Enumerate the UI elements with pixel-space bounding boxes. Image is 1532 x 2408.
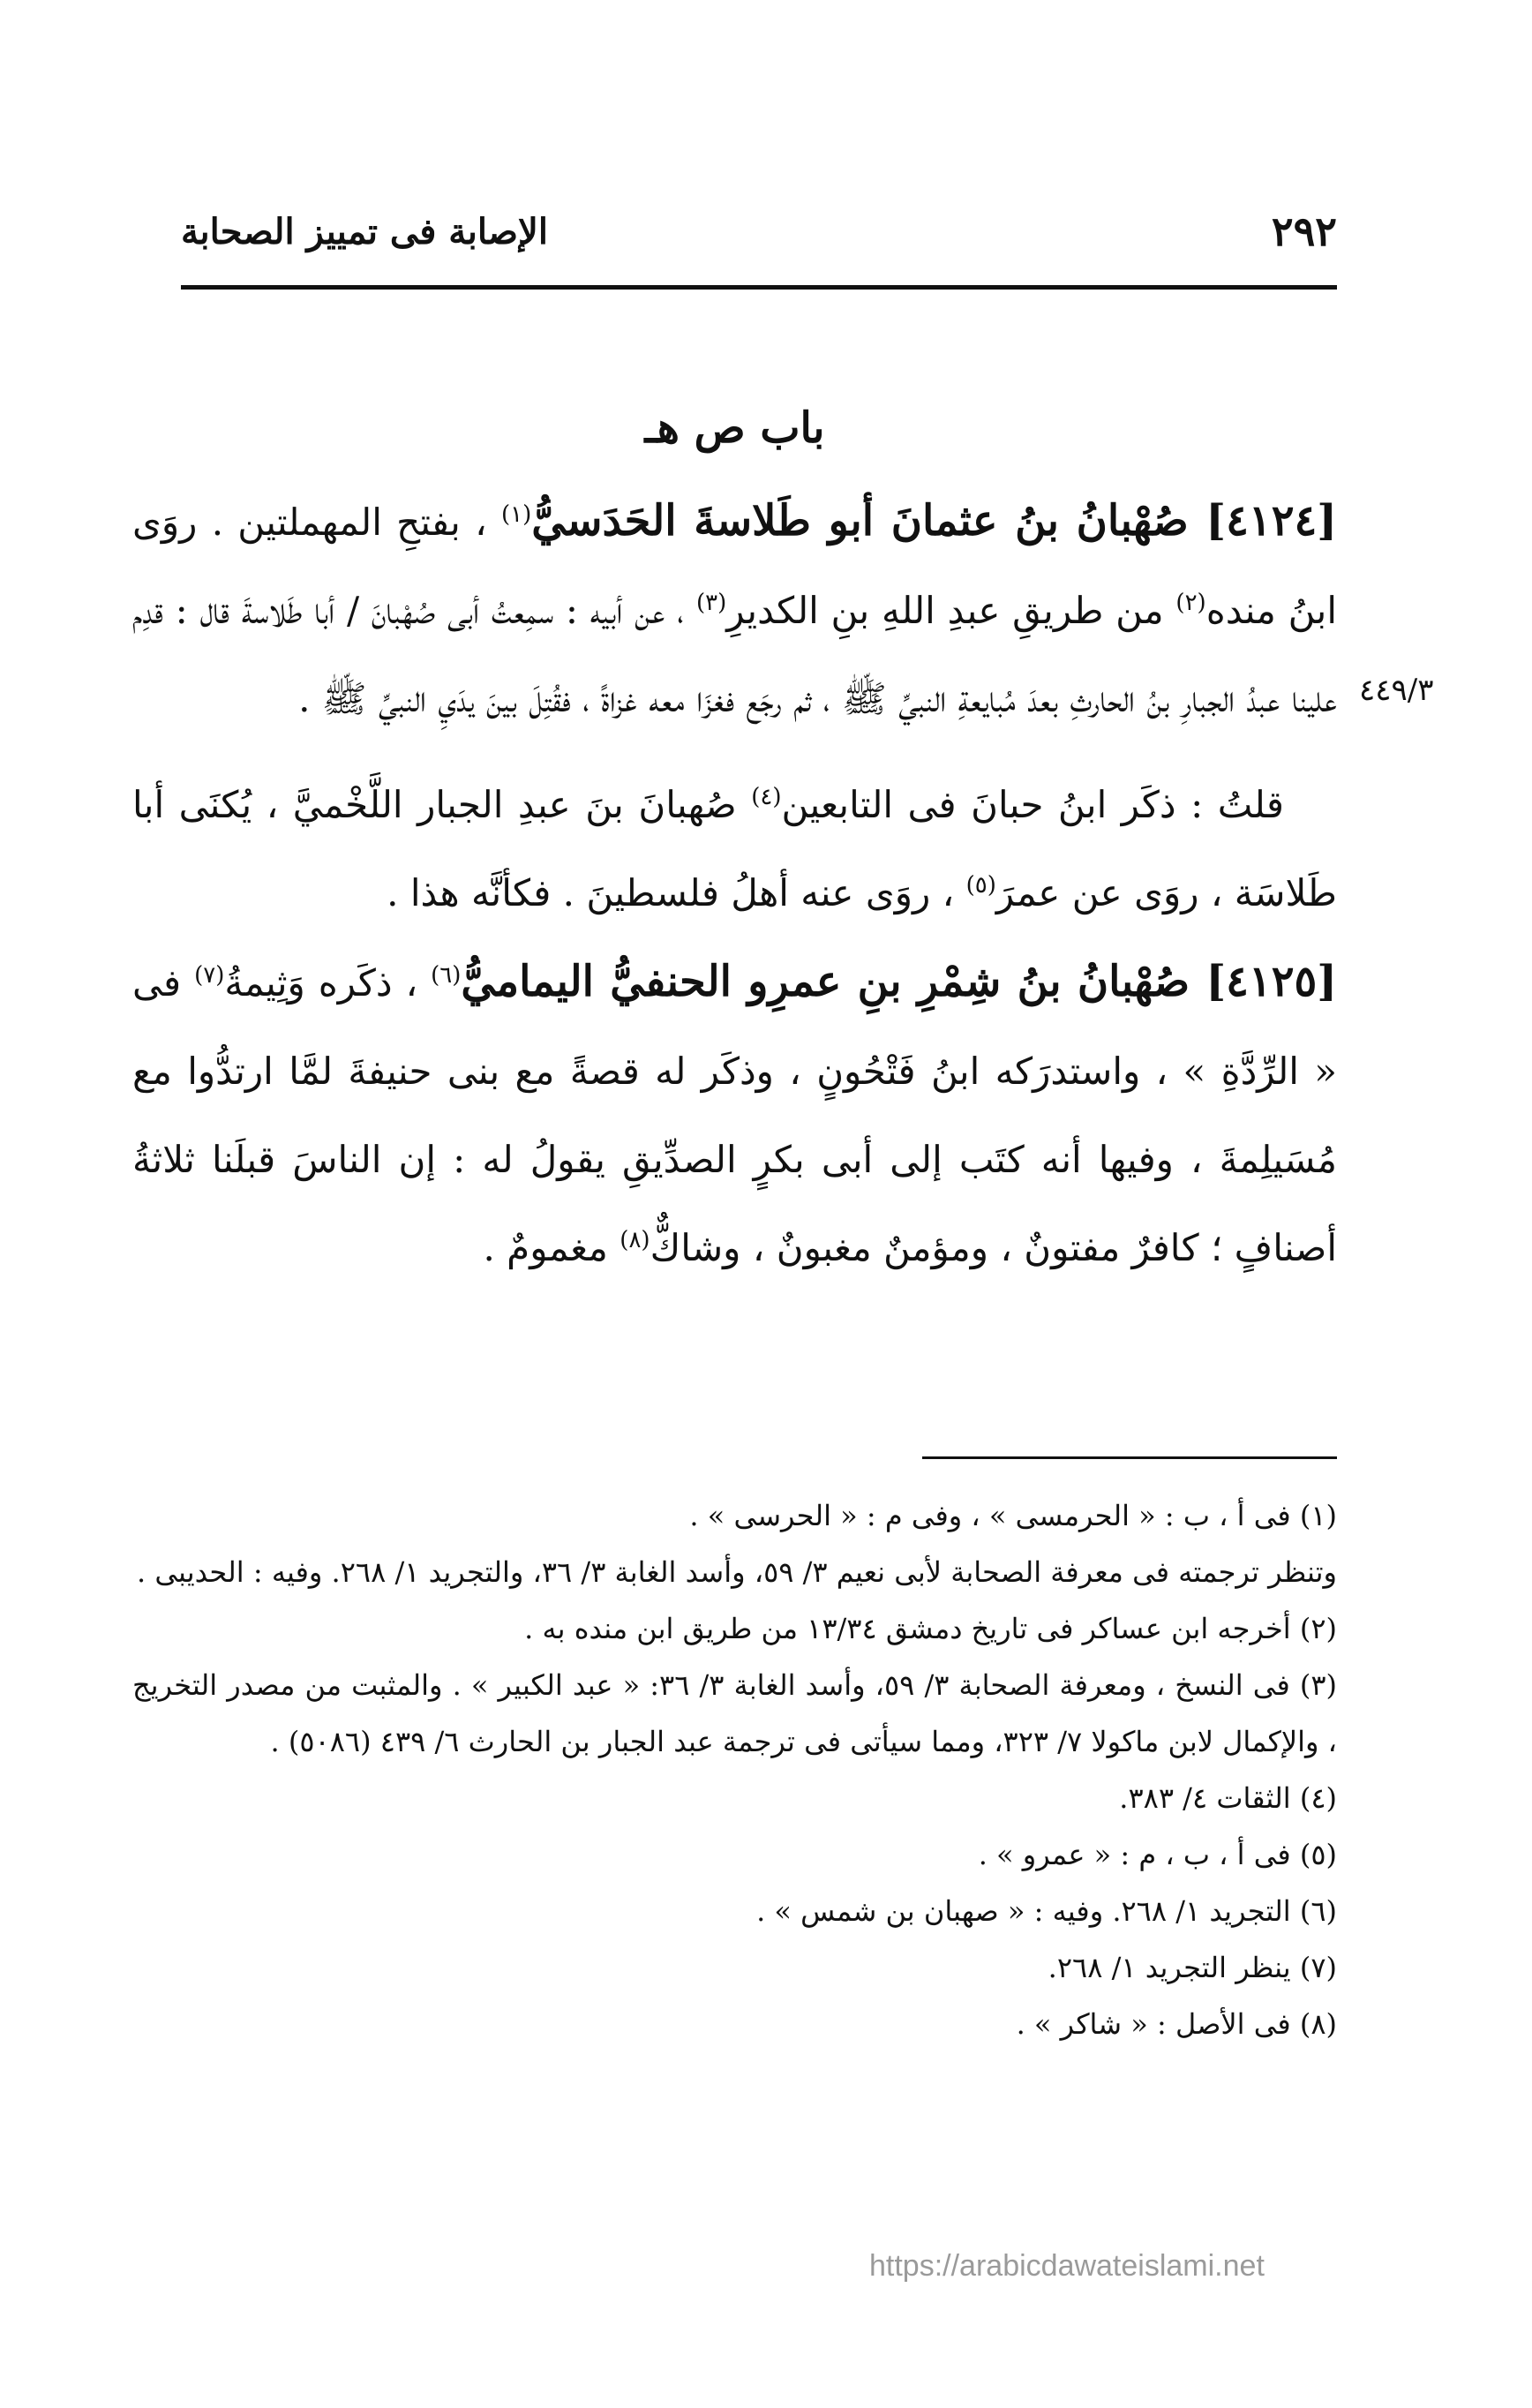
section-title: باب ص هـ: [644, 403, 825, 453]
entry-4125: [132, 937, 1337, 1292]
entry-text: من طريقِ عبدِ اللهِ بنِ الكديرِ: [726, 589, 1164, 632]
footnote-ref: (٢): [1175, 590, 1206, 616]
entry-text: مغمومٌ .: [483, 1226, 608, 1269]
footnote-ref: (٤): [751, 784, 782, 810]
footnote-ref: (٦): [431, 962, 462, 989]
page-number: ٢٩٢: [1271, 207, 1337, 255]
footnote-ref: (٧): [194, 962, 225, 989]
comment-text: ، روَى عنه أهلُ فلسطينَ . فكأنَّه هذا .: [387, 871, 955, 914]
running-header: [181, 205, 1337, 258]
entry-comment: [132, 761, 1337, 937]
book-title: الإصابة فى تمييز الصحابة: [181, 210, 548, 252]
entry-text: ، بفتحِ المهملتين . روَى ابنُ منده: [132, 500, 1337, 632]
entry-text: فى « الرِّدَّةِ » ، واستدرَكه ابنُ فَتْحُونٍ ، وذكَر له قصةً مع بنى حنيفةَ لمَّا ارتدُّوا مع مُسَيلِمةَ ، وفيها أنه كتَب إلى أبى بكرٍ الصدِّيقِ يقولُ له : إن الناسَ قبلَنا ثلاثةُ أصنافٍ ؛ كافرٌ مفتونٌ ، ومؤمنٌ مغبونٌ ، وشاكٌّ: [132, 961, 1337, 1269]
watermark-url: https://arabicdawateislami.net: [869, 2249, 1265, 2283]
footnote: (١) فى أ ، ب : « الحرمسى » ، وفى م : « الحرسى » .: [689, 1499, 1337, 1532]
entry-heading: [٤١٢٥] صُهْبانُ بنُ شِمْرِ بنِ عمرِو الحنفيُّ اليماميُّ: [461, 957, 1337, 1006]
header-rule: [181, 285, 1337, 290]
entry-text: ، ذكَره وَثِيمةُ: [224, 961, 418, 1005]
comment-text: صُهبانَ بنَ عبدِ الجبار اللَّخْميَّ ، يُكنَى أبا طَلاسَة ، روَى عن عمرَ: [132, 783, 1337, 914]
footnote: (٦) التجريد ١/ ٢٦٨. وفيه : « صهبان بن شمس » .: [756, 1894, 1337, 1928]
footnote: وتنظر ترجمته فى معرفة الصحابة لأبى نعيم ٣/ ٥٩، وأسد الغابة ٣/ ٣٦، والتجريد ١/ ٢٦٨. وفيه : الحديبى .: [137, 1555, 1337, 1589]
footnote-ref: (٣): [695, 590, 727, 616]
entry-text: ، عن أبيه : سمِعتُ أبى صُهْبانَ / أبا طَلاسةَ قال : قدِم علينا عبدُ الجبارِ بنُ الحارثِ بعدَ مُبايعةِ النبيِّ ﷺ ، ثم رجَع فغزَا معه غزاةً ، فقُتِلَ بينَ يدَيِ النبيِّ ﷺ .: [132, 589, 1337, 720]
footnote-ref: (١): [500, 501, 532, 528]
entry-heading: [٤١٢٤] صُهْبانُ بنُ عثمانَ أبو طَلاسةَ الحَدَسيُّ: [531, 496, 1337, 546]
footnote: (٧) ينظر التجريد ١/ ٢٦٨.: [1048, 1951, 1337, 1984]
footnote: (٨) فى الأصل : « شاكر » .: [1016, 2007, 1337, 2041]
footnote-ref: (٨): [620, 1227, 650, 1253]
footnotes: [132, 1487, 1337, 2052]
footnote: (٤) الثقات ٤/ ٣٨٣.: [1119, 1781, 1337, 1815]
footnote: (٥) فى أ ، ب ، م : « عمرو » .: [978, 1838, 1337, 1871]
entry-4124: [132, 477, 1337, 743]
margin-reference: ٤٤٩/٣: [1359, 673, 1434, 708]
footnote-rule: [922, 1456, 1337, 1459]
footnote: (٣) فى النسخ ، ومعرفة الصحابة ٣/ ٥٩، وأسد الغابة ٣/ ٣٦: « عبد الكبير » . والمثبت من مصدر التخريج ، والإكمال لابن ماكولا ٧/ ٣٢٣، ومما سيأتى فى ترجمة عبد الجبار بن الحارث ٦/ ٤٣٩ (٥٠٨٦) .: [132, 1668, 1338, 1758]
footnote-ref: (٥): [965, 872, 996, 899]
comment-text: قلتُ : ذكَر ابنُ حبانَ فى التابعين: [781, 783, 1285, 826]
main-text: [132, 380, 1337, 1292]
footnote: (٢) أخرجه ابن عساكر فى تاريخ دمشق ١٣/٣٤ من طريق ابن منده به .: [524, 1612, 1337, 1645]
